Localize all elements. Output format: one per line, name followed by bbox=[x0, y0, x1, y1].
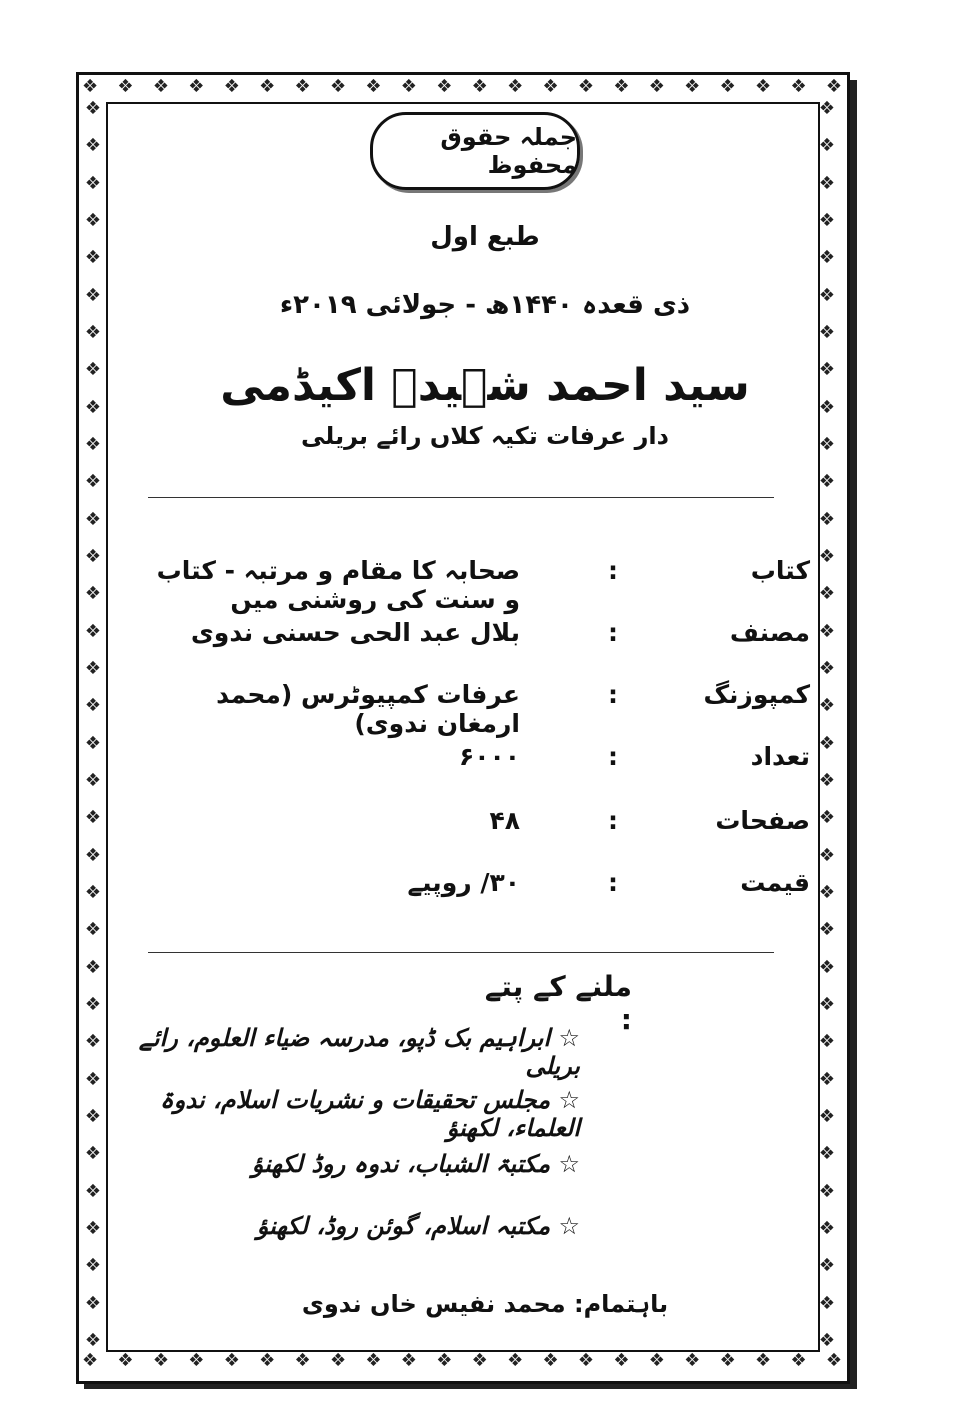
fleur-ornament-icon: ❖ bbox=[818, 396, 836, 418]
fleur-ornament-icon: ❖ bbox=[84, 433, 102, 455]
detail-value: عرفات کمپیوٹرس (محمد ارمغان ندوی) bbox=[216, 680, 520, 738]
fleur-ornament-icon: ❖ bbox=[471, 76, 488, 97]
fleur-ornament-icon: ❖ bbox=[542, 76, 559, 97]
fleur-ornament-icon: ❖ bbox=[84, 1143, 102, 1165]
copyright-badge bbox=[370, 112, 580, 190]
fleur-ornament-icon: ❖ bbox=[117, 1350, 134, 1371]
source-item bbox=[120, 1150, 580, 1178]
detail-colon: : bbox=[608, 806, 618, 835]
fleur-ornament-icon: ❖ bbox=[294, 76, 311, 97]
sources-heading: ملنے کے پتے : bbox=[484, 970, 632, 1036]
fleur-ornament-icon: ❖ bbox=[84, 471, 102, 493]
fleur-ornament-icon: ❖ bbox=[84, 769, 102, 791]
fleur-ornament-icon: ❖ bbox=[84, 1031, 102, 1053]
detail-label: صفحات bbox=[715, 806, 810, 835]
fleur-ornament-icon: ❖ bbox=[818, 284, 836, 306]
fleur-ornament-icon: ❖ bbox=[82, 1350, 99, 1371]
detail-label: کتاب bbox=[750, 556, 810, 585]
fleur-ornament-icon: ❖ bbox=[84, 695, 102, 717]
ornament-border-bottom bbox=[82, 1352, 842, 1374]
fleur-ornament-icon: ❖ bbox=[152, 76, 169, 97]
fleur-ornament-icon: ❖ bbox=[84, 247, 102, 269]
fleur-ornament-icon: ❖ bbox=[365, 76, 382, 97]
fleur-ornament-icon: ❖ bbox=[818, 135, 836, 157]
source-item bbox=[120, 1024, 580, 1080]
detail-label: مصنف bbox=[729, 618, 810, 647]
fleur-ornament-icon: ❖ bbox=[818, 657, 836, 679]
detail-value: ۶۰۰۰ bbox=[458, 742, 520, 771]
fleur-ornament-icon: ❖ bbox=[82, 76, 99, 97]
fleur-ornament-icon: ❖ bbox=[84, 583, 102, 605]
divider-bottom bbox=[148, 952, 774, 953]
fleur-ornament-icon: ❖ bbox=[84, 657, 102, 679]
fleur-ornament-icon: ❖ bbox=[259, 76, 276, 97]
copyright-text: جملہ حقوق محفوظ bbox=[440, 123, 577, 179]
fleur-ornament-icon: ❖ bbox=[223, 76, 240, 97]
detail-colon: : bbox=[608, 868, 618, 897]
fleur-ornament-icon: ❖ bbox=[84, 1292, 102, 1314]
fleur-ornament-icon: ❖ bbox=[507, 1350, 524, 1371]
detail-colon: : bbox=[608, 742, 618, 771]
fleur-ornament-icon: ❖ bbox=[84, 1068, 102, 1090]
star-icon: ☆ bbox=[558, 1086, 580, 1114]
publication-date: ذی قعدہ ۱۴۴۰ھ - جولائی ۲۰۱۹ء bbox=[279, 290, 691, 320]
fleur-ornament-icon: ❖ bbox=[818, 695, 836, 717]
fleur-ornament-icon: ❖ bbox=[542, 1350, 559, 1371]
fleur-ornament-icon: ❖ bbox=[818, 1217, 836, 1239]
fleur-ornament-icon: ❖ bbox=[648, 76, 665, 97]
fleur-ornament-icon: ❖ bbox=[818, 471, 836, 493]
fleur-ornament-icon: ❖ bbox=[818, 1068, 836, 1090]
fleur-ornament-icon: ❖ bbox=[84, 545, 102, 567]
publisher-name: سید احمد شہیدؒ اکیڈمی bbox=[220, 360, 750, 411]
detail-value: صحابہ کا مقام و مرتبہ - کتاب و سنت کی روشنی میں bbox=[156, 556, 520, 614]
star-icon: ☆ bbox=[558, 1212, 580, 1240]
fleur-ornament-icon: ❖ bbox=[825, 1350, 842, 1371]
fleur-ornament-icon: ❖ bbox=[818, 1143, 836, 1165]
ornament-border-top bbox=[82, 78, 842, 100]
fleur-ornament-icon: ❖ bbox=[365, 1350, 382, 1371]
fleur-ornament-icon: ❖ bbox=[84, 359, 102, 381]
fleur-ornament-icon: ❖ bbox=[818, 1292, 836, 1314]
fleur-ornament-icon: ❖ bbox=[818, 1255, 836, 1277]
fleur-ornament-icon: ❖ bbox=[818, 620, 836, 642]
fleur-ornament-icon: ❖ bbox=[790, 1350, 807, 1371]
fleur-ornament-icon: ❖ bbox=[84, 172, 102, 194]
detail-value: بلال عبد الحی حسنی ندوی bbox=[190, 618, 520, 647]
detail-row-author bbox=[120, 618, 820, 668]
detail-label: کمپوزنگ bbox=[703, 680, 810, 709]
detail-value: ۳۰/ روپیے bbox=[407, 868, 520, 897]
supervision-credit: باہتمام: محمد نفیس خاں ندوی bbox=[301, 1290, 669, 1318]
detail-colon: : bbox=[608, 618, 618, 647]
fleur-ornament-icon: ❖ bbox=[825, 76, 842, 97]
fleur-ornament-icon: ❖ bbox=[84, 1217, 102, 1239]
fleur-ornament-icon: ❖ bbox=[84, 396, 102, 418]
fleur-ornament-icon: ❖ bbox=[818, 209, 836, 231]
fleur-ornament-icon: ❖ bbox=[818, 844, 836, 866]
fleur-ornament-icon: ❖ bbox=[259, 1350, 276, 1371]
fleur-ornament-icon: ❖ bbox=[818, 956, 836, 978]
fleur-ornament-icon: ❖ bbox=[84, 209, 102, 231]
fleur-ornament-icon: ❖ bbox=[818, 1105, 836, 1127]
detail-label: قیمت bbox=[740, 868, 810, 897]
fleur-ornament-icon: ❖ bbox=[818, 321, 836, 343]
fleur-ornament-icon: ❖ bbox=[818, 172, 836, 194]
star-icon: ☆ bbox=[558, 1024, 580, 1052]
fleur-ornament-icon: ❖ bbox=[436, 76, 453, 97]
fleur-ornament-icon: ❖ bbox=[818, 433, 836, 455]
frame-shadow-right bbox=[849, 80, 857, 1386]
fleur-ornament-icon: ❖ bbox=[329, 76, 347, 97]
fleur-ornament-icon: ❖ bbox=[84, 321, 102, 343]
fleur-ornament-icon: ❖ bbox=[84, 620, 102, 642]
fleur-ornament-icon: ❖ bbox=[818, 508, 836, 530]
fleur-ornament-icon: ❖ bbox=[223, 1350, 240, 1371]
fleur-ornament-icon: ❖ bbox=[84, 993, 102, 1015]
fleur-ornament-icon: ❖ bbox=[84, 1329, 102, 1351]
fleur-ornament-icon: ❖ bbox=[84, 1180, 102, 1202]
source-item bbox=[120, 1212, 580, 1240]
star-icon: ☆ bbox=[558, 1150, 580, 1178]
fleur-ornament-icon: ❖ bbox=[818, 1180, 836, 1202]
fleur-ornament-icon: ❖ bbox=[84, 807, 102, 829]
source-item-text: مکتبۃ الشباب، ندوہ روڈ لکھنؤ bbox=[251, 1150, 551, 1178]
detail-row-book bbox=[120, 556, 820, 614]
fleur-ornament-icon: ❖ bbox=[818, 993, 836, 1015]
fleur-ornament-icon: ❖ bbox=[684, 1350, 701, 1371]
divider-top bbox=[148, 497, 774, 498]
detail-row-composing bbox=[120, 680, 820, 738]
fleur-ornament-icon: ❖ bbox=[648, 1350, 665, 1371]
fleur-ornament-icon: ❖ bbox=[84, 956, 102, 978]
detail-colon: : bbox=[608, 680, 618, 709]
fleur-ornament-icon: ❖ bbox=[684, 76, 701, 97]
fleur-ornament-icon: ❖ bbox=[84, 284, 102, 306]
fleur-ornament-icon: ❖ bbox=[471, 1350, 488, 1371]
fleur-ornament-icon: ❖ bbox=[329, 1350, 347, 1371]
fleur-ornament-icon: ❖ bbox=[84, 844, 102, 866]
source-item-text: مکتبہ اسلام، گوئن روڈ، لکھنؤ bbox=[256, 1212, 551, 1240]
fleur-ornament-icon: ❖ bbox=[577, 76, 595, 97]
fleur-ornament-icon: ❖ bbox=[117, 76, 134, 97]
fleur-ornament-icon: ❖ bbox=[818, 732, 836, 754]
fleur-ornament-icon: ❖ bbox=[755, 1350, 772, 1371]
fleur-ornament-icon: ❖ bbox=[818, 247, 836, 269]
fleur-ornament-icon: ❖ bbox=[84, 1255, 102, 1277]
fleur-ornament-icon: ❖ bbox=[188, 76, 205, 97]
detail-row-quantity bbox=[120, 742, 820, 792]
source-item-text: ابراہیم بک ڈپو، مدرسہ ضیاء العلوم، رائے بریلی bbox=[138, 1024, 580, 1080]
fleur-ornament-icon: ❖ bbox=[818, 583, 836, 605]
fleur-ornament-icon: ❖ bbox=[84, 881, 102, 903]
edition-text: طبع اول bbox=[430, 222, 540, 252]
source-item bbox=[120, 1086, 580, 1142]
fleur-ornament-icon: ❖ bbox=[84, 1105, 102, 1127]
fleur-ornament-icon: ❖ bbox=[818, 919, 836, 941]
detail-label: تعداد bbox=[750, 742, 810, 771]
fleur-ornament-icon: ❖ bbox=[719, 76, 736, 97]
publisher-address: دار عرفات تکیہ کلاں رائے بریلی bbox=[301, 422, 669, 450]
detail-row-pages bbox=[120, 806, 820, 856]
fleur-ornament-icon: ❖ bbox=[818, 807, 836, 829]
fleur-ornament-icon: ❖ bbox=[294, 1350, 311, 1371]
fleur-ornament-icon: ❖ bbox=[400, 76, 417, 97]
fleur-ornament-icon: ❖ bbox=[84, 732, 102, 754]
fleur-ornament-icon: ❖ bbox=[84, 919, 102, 941]
fleur-ornament-icon: ❖ bbox=[400, 1350, 417, 1371]
fleur-ornament-icon: ❖ bbox=[719, 1350, 736, 1371]
fleur-ornament-icon: ❖ bbox=[152, 1350, 169, 1371]
fleur-ornament-icon: ❖ bbox=[188, 1350, 205, 1371]
ornament-border-left bbox=[82, 100, 104, 1350]
fleur-ornament-icon: ❖ bbox=[818, 98, 836, 119]
fleur-ornament-icon: ❖ bbox=[755, 76, 772, 97]
fleur-ornament-icon: ❖ bbox=[507, 76, 524, 97]
fleur-ornament-icon: ❖ bbox=[84, 135, 102, 157]
fleur-ornament-icon: ❖ bbox=[818, 881, 836, 903]
fleur-ornament-icon: ❖ bbox=[84, 508, 102, 530]
fleur-ornament-icon: ❖ bbox=[613, 76, 630, 97]
detail-colon: : bbox=[608, 556, 618, 585]
fleur-ornament-icon: ❖ bbox=[613, 1350, 630, 1371]
fleur-ornament-icon: ❖ bbox=[818, 769, 836, 791]
detail-row-price bbox=[120, 868, 820, 918]
fleur-ornament-icon: ❖ bbox=[818, 1329, 836, 1351]
detail-value: ۴۸ bbox=[489, 806, 520, 835]
fleur-ornament-icon: ❖ bbox=[818, 1031, 836, 1053]
fleur-ornament-icon: ❖ bbox=[577, 1350, 595, 1371]
fleur-ornament-icon: ❖ bbox=[818, 359, 836, 381]
fleur-ornament-icon: ❖ bbox=[436, 1350, 453, 1371]
fleur-ornament-icon: ❖ bbox=[84, 98, 102, 119]
fleur-ornament-icon: ❖ bbox=[818, 545, 836, 567]
source-item-text: مجلس تحقیقات و نشریات اسلام، ندوۃ العلماء، لکھنؤ bbox=[159, 1086, 580, 1142]
fleur-ornament-icon: ❖ bbox=[790, 76, 807, 97]
